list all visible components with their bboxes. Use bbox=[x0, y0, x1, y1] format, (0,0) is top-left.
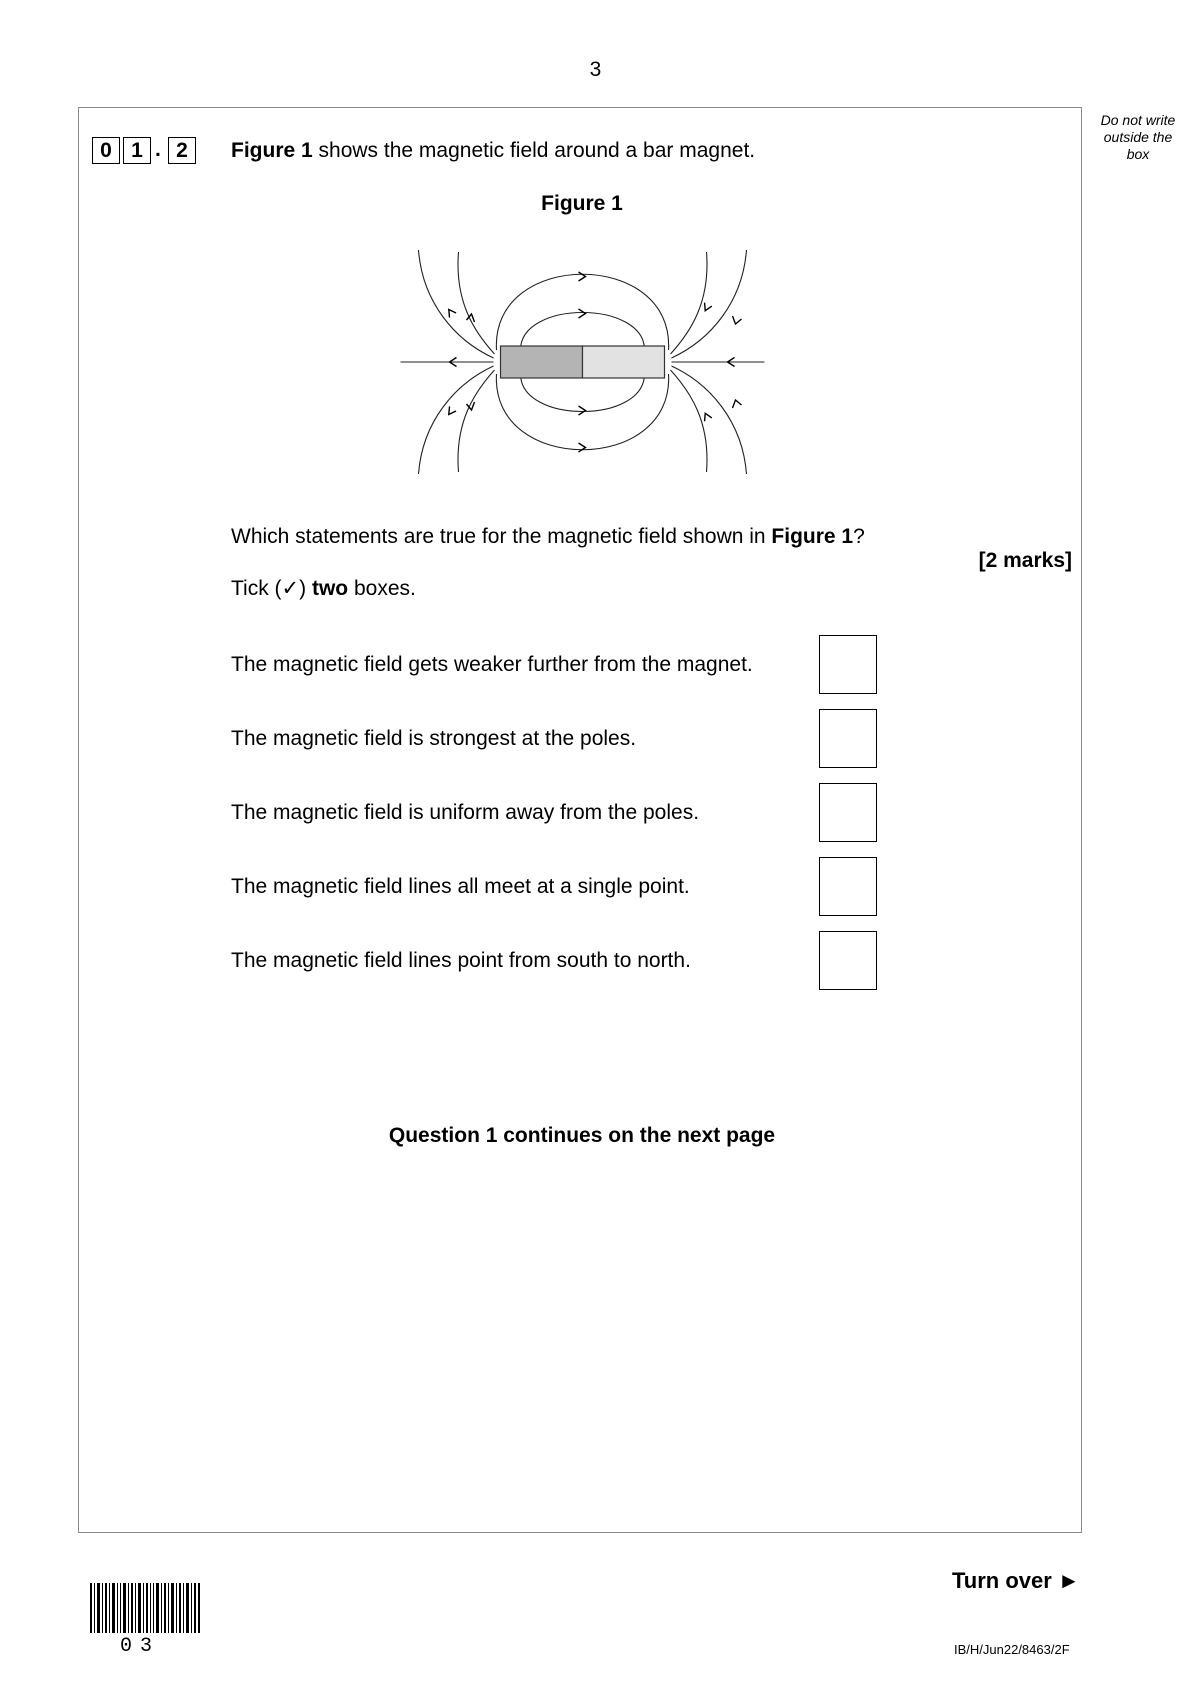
field-arrow bbox=[702, 303, 712, 313]
marks-label: [2 marks] bbox=[978, 549, 1072, 572]
option-row bbox=[231, 709, 871, 769]
magnet-right-half bbox=[583, 346, 665, 378]
tick-box[interactable] bbox=[819, 931, 877, 990]
question-number-digit: 1 bbox=[123, 137, 151, 164]
field-line bbox=[521, 374, 645, 412]
prompt-text: Which statements are true for the magnetic field shown in bbox=[231, 525, 772, 548]
tick-box[interactable] bbox=[819, 709, 877, 768]
question-number-separator: . bbox=[155, 138, 161, 161]
instruction-end: boxes. bbox=[348, 577, 416, 600]
field-arrow bbox=[579, 443, 586, 452]
margin-note-line: box bbox=[1126, 146, 1150, 162]
field-line bbox=[419, 250, 494, 358]
field-arrow bbox=[733, 316, 742, 324]
tick-box[interactable] bbox=[819, 635, 877, 694]
tick-instruction bbox=[231, 575, 416, 602]
question-number-digit: 2 bbox=[168, 137, 196, 164]
paper-reference: IB/H/Jun22/8463/2F bbox=[954, 1642, 1070, 1657]
option-row bbox=[231, 783, 871, 843]
field-arrow bbox=[702, 412, 712, 422]
option-text: The magnetic field gets weaker further from the magnet. bbox=[231, 653, 753, 676]
instruction-text: Tick (✓) bbox=[231, 577, 312, 600]
option-text: The magnetic field is uniform away from the poles. bbox=[231, 801, 700, 824]
field-line bbox=[419, 366, 494, 474]
field-line bbox=[521, 313, 645, 351]
option-row bbox=[231, 635, 871, 695]
field-arrow bbox=[579, 309, 586, 318]
figure-reference: Figure 1 bbox=[771, 525, 854, 548]
magnet-left-half bbox=[501, 346, 583, 378]
question-intro bbox=[231, 137, 755, 164]
continues-note: Question 1 continues on the next page bbox=[388, 1124, 776, 1147]
field-arrow bbox=[446, 406, 457, 416]
option-row bbox=[231, 857, 871, 917]
barcode-icon bbox=[90, 1583, 200, 1633]
question-number-digit: 0 bbox=[92, 137, 120, 164]
magnetic-field-diagram bbox=[400, 248, 765, 476]
tick-box[interactable] bbox=[819, 783, 877, 842]
figure-reference: Figure 1 bbox=[231, 139, 313, 162]
intro-text: shows the magnetic field around a bar magnet. bbox=[312, 139, 756, 162]
margin-note-line: outside the bbox=[1103, 129, 1173, 145]
instruction-emphasis: two bbox=[311, 577, 349, 600]
field-line bbox=[672, 366, 747, 474]
page-number: 3 bbox=[589, 58, 602, 81]
field-line bbox=[672, 250, 747, 358]
field-arrow bbox=[579, 406, 586, 415]
turn-over-label: Turn over ► bbox=[952, 1568, 1080, 1593]
tick-box[interactable] bbox=[819, 857, 877, 916]
barcode-digits: 03 bbox=[120, 1635, 161, 1658]
field-arrow bbox=[733, 400, 742, 408]
option-row bbox=[231, 931, 871, 991]
figure-title: Figure 1 bbox=[541, 192, 623, 215]
question-prompt bbox=[231, 523, 865, 550]
margin-note-line: Do not write bbox=[1100, 112, 1176, 128]
option-text: The magnetic field is strongest at the poles. bbox=[231, 727, 637, 750]
field-arrow bbox=[579, 272, 586, 281]
prompt-end: ? bbox=[853, 525, 865, 548]
margin-note bbox=[1090, 112, 1186, 163]
option-text: The magnetic field lines all meet at a single point. bbox=[231, 875, 690, 898]
option-text: The magnetic field lines point from south to north. bbox=[231, 949, 691, 972]
field-arrow bbox=[446, 307, 457, 317]
